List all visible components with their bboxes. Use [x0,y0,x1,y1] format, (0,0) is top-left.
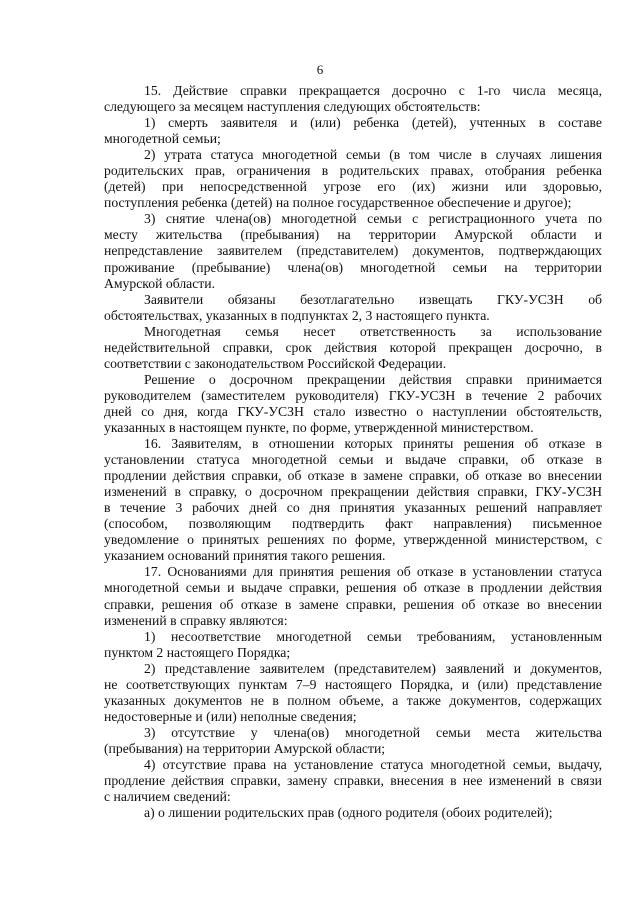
text-line: изменений в справку являются: [104,612,288,628]
text-line: недостоверные и (или) неполные сведения; [104,708,357,724]
text-line: Решение о досрочном прекращении действия справки принимается [144,371,602,387]
text-line: следующего за месяцем наступления следующих обстоятельств: [104,99,481,115]
text-line: 17. Основаниями для принятия решения об отказе в установлении статуса [144,564,602,580]
text-line: Заявители обязаны безотлагательно извещать ГКУ-УСЗН об [144,291,602,307]
text-line: справки, решения об отказе в замене справки, решения об отказе во внесении [104,596,602,612]
text-line: многодетной семьи; [104,131,221,147]
text-line: изменений в справку, о досрочном прекращении действия справки, ГКУ-УСЗН [104,484,602,500]
text-line: а) о лишении родительских прав (одного родителя (обоих родителей); [144,805,553,821]
text-line: 3) снятие члена(ов) многодетной семьи с регистрационного учета по [144,211,602,227]
text-line: недействительной справки, срок действия которой прекращен досрочно, в [104,339,602,355]
text-line: (способом, позволяющим подтвердить факт направления) письменное [104,516,602,532]
text-line: 4) отсутствие права на установление статуса многодетной семьи, выдачу, [144,756,602,772]
text-line: указанием оснований принятия такого решения. [104,548,386,564]
document-body [104,83,602,821]
text-line: пунктом 2 настоящего Порядка; [104,644,291,660]
text-line: 2) представление заявителем (представителем) заявлений и документов, [144,660,602,676]
text-line: Многодетная семья несет ответственность за использование [144,323,602,339]
text-line: многодетной семьи и выдаче справки, решения об отказе в продлении действия [104,580,602,596]
text-line: (детей) при непосредственной угрозе его (их) жизни или здоровью, [104,179,602,195]
text-line: 1) несоответствие многодетной семьи требованиям, установленным [144,628,602,644]
text-line: уведомление о принятых решениях по форме, утвержденной министерством, с [104,532,602,548]
text-line: проживание (пребывание) члена(ов) многодетной семьи на территории [104,259,602,275]
page-number: 6 [316,62,324,77]
text-line: руководителем (заместителем руководителя) ГКУ-УСЗН в течение 2 рабочих [104,387,602,403]
text-line: продлении действия справки, об отказе в замене справки, об отказе во внесении [104,468,602,484]
text-line: 1) смерть заявителя и (или) ребенка (детей), учтенных в составе [144,115,602,131]
text-line: родительских прав, ограничения в родительских правах, отобрания ребенка [104,163,602,179]
text-line: (пребывания) на территории Амурской области; [104,740,386,756]
text-line: поступления ребенка (детей) на полное государственное обеспечение и другое); [104,195,572,211]
text-line: соответствии с законодательством Российской Федерации. [104,355,447,371]
text-line: Амурской области. [104,275,216,291]
text-line: непредставление заявителем (представителем) документов, подтверждающих [104,243,602,259]
text-line: не соответствующих пунктам 7–9 настоящего Порядка, и (или) представление [104,676,602,692]
text-line: продление действия справки, замену справки, внесения в нее изменений в связи [104,773,602,789]
text-line: указанных документов не в полном объеме, а также документов, содержащих [104,692,602,708]
text-line: установлении статуса многодетной семьи и выдаче справки, об отказе в [104,452,602,468]
text-line: 16. Заявителям, в отношении которых приняты решения об отказе в [144,436,602,452]
text-line: 3) отсутствие у члена(ов) многодетной семьи места жительства [144,724,602,740]
text-line: в течение 3 рабочих дней со дня принятия указанных решений направляет [104,500,602,516]
text-line: указанных в настоящем пункте, по форме, утвержденной министерством. [104,419,534,435]
text-line: дней со дня, когда ГКУ-УСЗН стало известно о наступлении обстоятельств, [104,403,602,419]
text-line: 15. Действие справки прекращается досрочно с 1-го числа месяца, [144,83,602,98]
text-line: с наличием сведений: [104,789,231,805]
text-line: месту жительства (пребывания) на территории Амурской области и [104,227,602,243]
text-line: обстоятельствах, указанных в подпунктах 2, 3 настоящего пункта. [104,307,490,323]
text-line: 2) утрата статуса многодетной семьи (в том числе в случаях лишения [144,147,602,163]
